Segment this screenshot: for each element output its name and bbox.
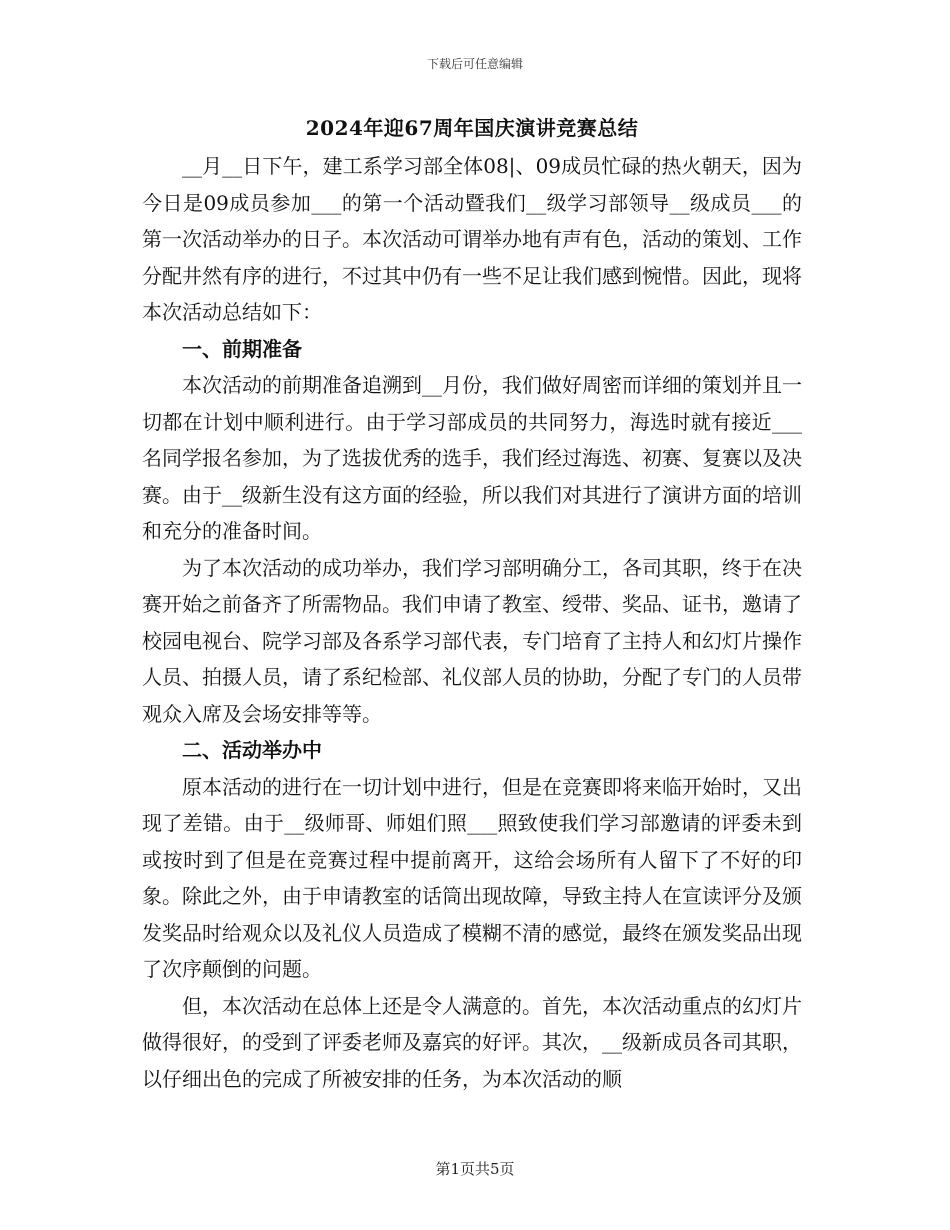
paragraph: 本次活动的前期准备追溯到__月份，我们做好周密而详细的策划并且一切都在计划中顺利进行。由于学习部成员的共同努力，海选时就有接近___名同学报名参加，为了选拔优秀的选手，我们经过海选、初赛、复赛以及决赛。由于__级新生没有这方面的经验，所以我们对其进行了演讲方面的培训和充分的准备时间。 [142,373,802,543]
page-header: 下载后可任意编辑 [426,57,523,71]
document-title: 2024年迎67周年国庆演讲竞赛总结 [305,116,639,140]
section-heading-during-event: 二、活动举办中 [182,738,322,762]
paragraph: 但，本次活动在总体上还是令人满意的。首先，本次活动重点的幻灯片做得很好，的受到了评委老师及嘉宾的好评。其次，__级新成员各司其职，以仔细出色的完成了所被安排的任务，为本次活动的顺 [142,993,802,1091]
section-heading-preparation: 一、前期准备 [182,336,302,361]
intro-paragraph: __月__日下午，建工系学习部全体08|、09成员忙碌的热火朝天，因为今日是09成员参加___的第一个活动暨我们__级学习部领导__级成员___的第一次活动举办的日子。本次活动可谓举办地有声有色，活动的策划、工作分配井然有序的进行，不过其中仍有一些不足让我们感到惋惜。因此，现将本次活动总结如下： [142,154,802,324]
paragraph: 为了本次活动的成功举办，我们学习部明确分工，各司其职，终于在决赛开始之前备齐了所需物品。我们申请了教室、绶带、奖品、证书，邀请了校园电视台、院学习部及各系学习部代表，专门培育了主持人和幻灯片操作人员、拍摄人员，请了系纪检部、礼仪部人员的协助，分配了专门的人员带观众入席及会场安排等等。 [142,555,802,726]
document-body [142,112,802,1097]
page-number: 第1页共5页 [435,1160,515,1178]
paragraph: 原本活动的进行在一切计划中进行，但是在竞赛即将来临开始时，又出现了差错。由于__级师哥、师姐们照___照致使我们学习部邀请的评委未到或按时到了但是在竞赛过程中提前离开，这给会场所有人留下了不好的印象。除此之外，由于申请教室的话筒出现故障，导致主持人在宣读评分及颁发奖品时给观众以及礼仪人员造成了模糊不清的感觉，最终在颁发奖品出现了次序颠倒的问题。 [142,774,802,981]
